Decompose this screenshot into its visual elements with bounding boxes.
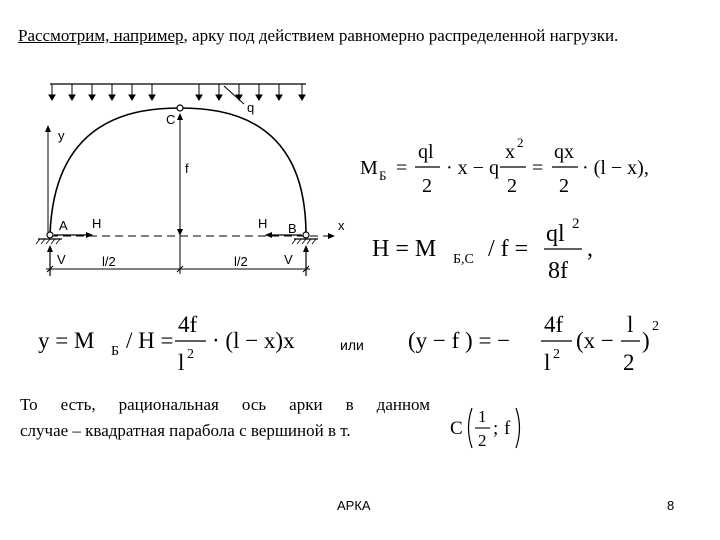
x-axis-label: x — [338, 218, 345, 233]
moment-n2: x — [505, 141, 515, 163]
axis-mid: / H = — [126, 328, 174, 353]
crown-label: C — [166, 112, 176, 127]
left-thrust-head — [86, 232, 93, 238]
thrust-mid: / f = — [488, 236, 529, 262]
axis-alt-formula — [408, 302, 678, 382]
axis2-paren-open: (x − — [576, 328, 614, 353]
vertex-C: C — [450, 418, 463, 439]
axis2-lhs: (y − f ) = − — [408, 328, 511, 353]
thrust-tail: , — [587, 236, 593, 262]
moment-formula — [360, 136, 680, 200]
load-arrows — [49, 84, 305, 100]
moment-d3: 2 — [559, 175, 569, 197]
right-support-hinge — [303, 232, 309, 238]
thrust-numsup: 2 — [572, 216, 580, 232]
moment-eq1: = — [396, 157, 408, 179]
axis-tail: · (l − x)x — [212, 328, 295, 353]
rise-arrow-top — [177, 113, 183, 120]
right-thrust-head — [265, 232, 272, 238]
half-span-right-label: l/2 — [234, 254, 248, 269]
intro-paragraph — [18, 22, 708, 49]
vertex-point — [450, 398, 540, 458]
vertex-paren-right — [516, 408, 520, 448]
or-label: или — [340, 337, 364, 353]
left-support-hatch — [36, 239, 60, 244]
intro-rest: , арку под действием равномерно распределенной нагрузки. — [183, 26, 619, 45]
axis-densup: 2 — [187, 347, 194, 362]
arch-curve — [50, 108, 306, 235]
conclusion-line1: То есть, рациональная ось арки в данном — [20, 395, 430, 414]
axis2-in-num: l — [627, 312, 634, 337]
vertex-den: 2 — [478, 431, 487, 450]
left-reaction-head — [47, 245, 53, 252]
vertex-paren-left — [469, 408, 473, 448]
moment-M: M — [360, 157, 378, 179]
thrust-formula — [372, 216, 612, 286]
moment-d1: 2 — [422, 175, 432, 197]
moment-tail: · (l − x), — [582, 157, 649, 179]
vertex-sep: ; — [493, 418, 499, 439]
moment-n2sup: 2 — [517, 136, 524, 150]
moment-n3: qx — [554, 141, 574, 163]
conclusion-text — [20, 392, 430, 444]
thrust-num: ql — [546, 221, 565, 247]
right-reaction-label: V — [284, 252, 293, 267]
conclusion-line2: случае – квадратная парабола с вершиной в т. — [20, 421, 351, 440]
right-reaction-head — [303, 245, 309, 252]
thrust-sub: Б,С — [453, 252, 474, 267]
left-support-label: A — [59, 218, 68, 233]
thrust-lhs: H = M — [372, 236, 437, 262]
y-axis-label: y — [58, 128, 65, 143]
right-support-hatch — [292, 239, 316, 244]
axis-sub: Б — [111, 344, 120, 359]
load-label: q — [247, 100, 255, 115]
footer-title: АРКА — [337, 498, 371, 513]
axis2-densup: 2 — [553, 347, 560, 362]
moment-mid: · x − q — [446, 157, 499, 179]
half-span-left-label: l/2 — [102, 254, 116, 269]
crown-hinge — [177, 105, 183, 111]
axis2-num: 4f — [544, 312, 564, 337]
axis2-sup: 2 — [652, 319, 659, 334]
y-axis-arrow — [45, 125, 51, 132]
moment-sub: Б — [379, 168, 387, 183]
moment-eq2: = — [532, 157, 544, 179]
axis2-paren-close: ) — [642, 328, 650, 353]
axis-lhs: y = M — [38, 328, 95, 353]
left-reaction-label: V — [57, 252, 66, 267]
page-number: 8 — [667, 498, 675, 513]
x-axis-arrow — [328, 233, 335, 239]
left-thrust-label: H — [92, 216, 102, 231]
moment-n1: ql — [418, 141, 434, 163]
vertex-f: f — [504, 418, 511, 439]
axis-den: l — [178, 350, 185, 375]
axis-num: 4f — [178, 312, 198, 337]
left-support-hinge — [47, 232, 53, 238]
rise-label: f — [185, 161, 189, 176]
rise-arrow-bottom — [177, 229, 183, 236]
axis2-in-den: 2 — [623, 350, 635, 375]
vertex-num: 1 — [478, 407, 487, 426]
axis2-den: l — [544, 350, 551, 375]
thrust-den: 8f — [548, 258, 568, 284]
right-thrust-label: H — [258, 216, 268, 231]
arch-diagram — [34, 78, 364, 298]
right-support-label: B — [288, 221, 297, 236]
intro-underlined: Рассмотрим, например — [18, 26, 184, 45]
moment-d2: 2 — [507, 175, 517, 197]
axis-formula — [38, 308, 338, 380]
